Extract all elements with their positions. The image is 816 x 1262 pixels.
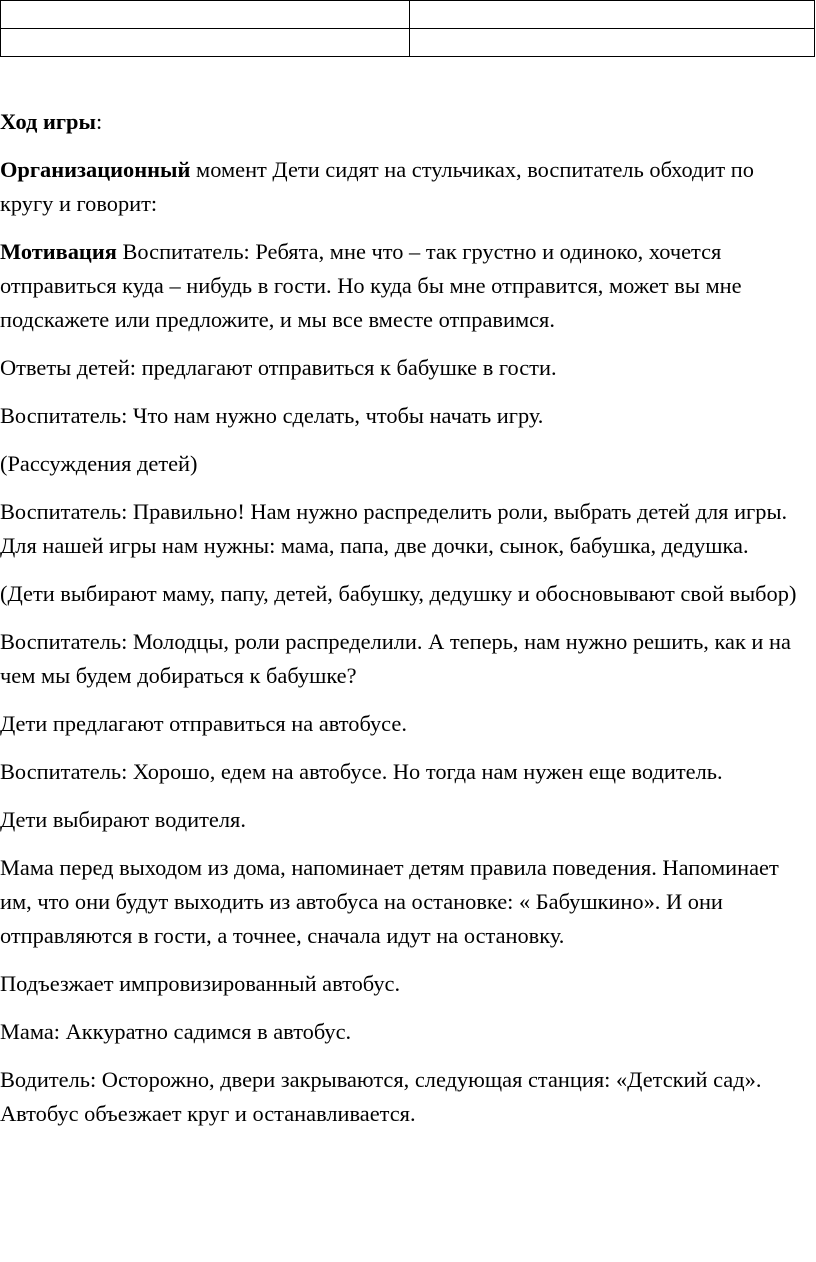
heading-rest: : (95, 109, 103, 134)
header-table (0, 0, 815, 57)
motivation-bold: Мотивация (0, 239, 117, 264)
table-row (1, 1, 815, 29)
organizational-moment (0, 153, 810, 221)
table-cell (1, 29, 410, 57)
motivation-text: Воспитатель: Ребята, мне что – так грустно и одиноко, хочется отправиться куда – нибудь в гости. Но куда бы мне отправится, может вы мне подскажете или предложите, и мы все вместе отправимся. (0, 239, 742, 332)
table-cell (410, 29, 815, 57)
paragraph: Ответы детей: предлагают отправиться к бабушке в гости. (0, 355, 557, 380)
section-heading (0, 105, 810, 139)
org-bold: Организационный (0, 157, 191, 182)
table-cell (1, 1, 410, 29)
paragraph: (Рассуждения детей) (0, 451, 198, 476)
document-body (0, 105, 810, 1145)
paragraph: Подъезжает импровизированный автобус. (0, 971, 401, 996)
table-cell (410, 1, 815, 29)
paragraph: Воспитатель: Хорошо, едем на автобусе. Но тогда нам нужен еще водитель. (0, 759, 723, 784)
paragraph: Дети выбирают водителя. (0, 807, 246, 832)
table-row (1, 29, 815, 57)
paragraph: Мама перед выходом из дома, напоминает детям правила поведения. Напоминает им, что они будут выходить из автобуса на остановке: « Бабушкино». И они отправляются в гости, а точнее, сначала идут на остановку. (0, 855, 779, 948)
paragraph: Воспитатель: Что нам нужно сделать, чтобы начать игру. (0, 403, 544, 428)
paragraph: (Дети выбирают маму, папу, детей, бабушку, дедушку и обосновывают свой выбор) (0, 581, 797, 606)
motivation (0, 235, 810, 337)
org-text: момент Дети сидят на стульчиках, воспитатель обходит по кругу и говорит: (0, 157, 754, 216)
paragraph: Воспитатель: Правильно! Нам нужно распределить роли, выбрать детей для игры. Для нашей игры нам нужны: мама, папа, две дочки, сынок, бабушка, дедушка. (0, 499, 788, 558)
paragraph: Водитель: Осторожно, двери закрываются, следующая станция: «Детский сад». Автобус объезжает круг и останавливается. (0, 1067, 762, 1126)
paragraph: Мама: Аккуратно садимся в автобус. (0, 1019, 352, 1044)
heading-bold: Ход игры (0, 109, 96, 134)
paragraph: Воспитатель: Молодцы, роли распределили. А теперь, нам нужно решить, как и на чем мы будем добираться к бабушке? (0, 629, 791, 688)
paragraph: Дети предлагают отправиться на автобусе. (0, 711, 407, 736)
